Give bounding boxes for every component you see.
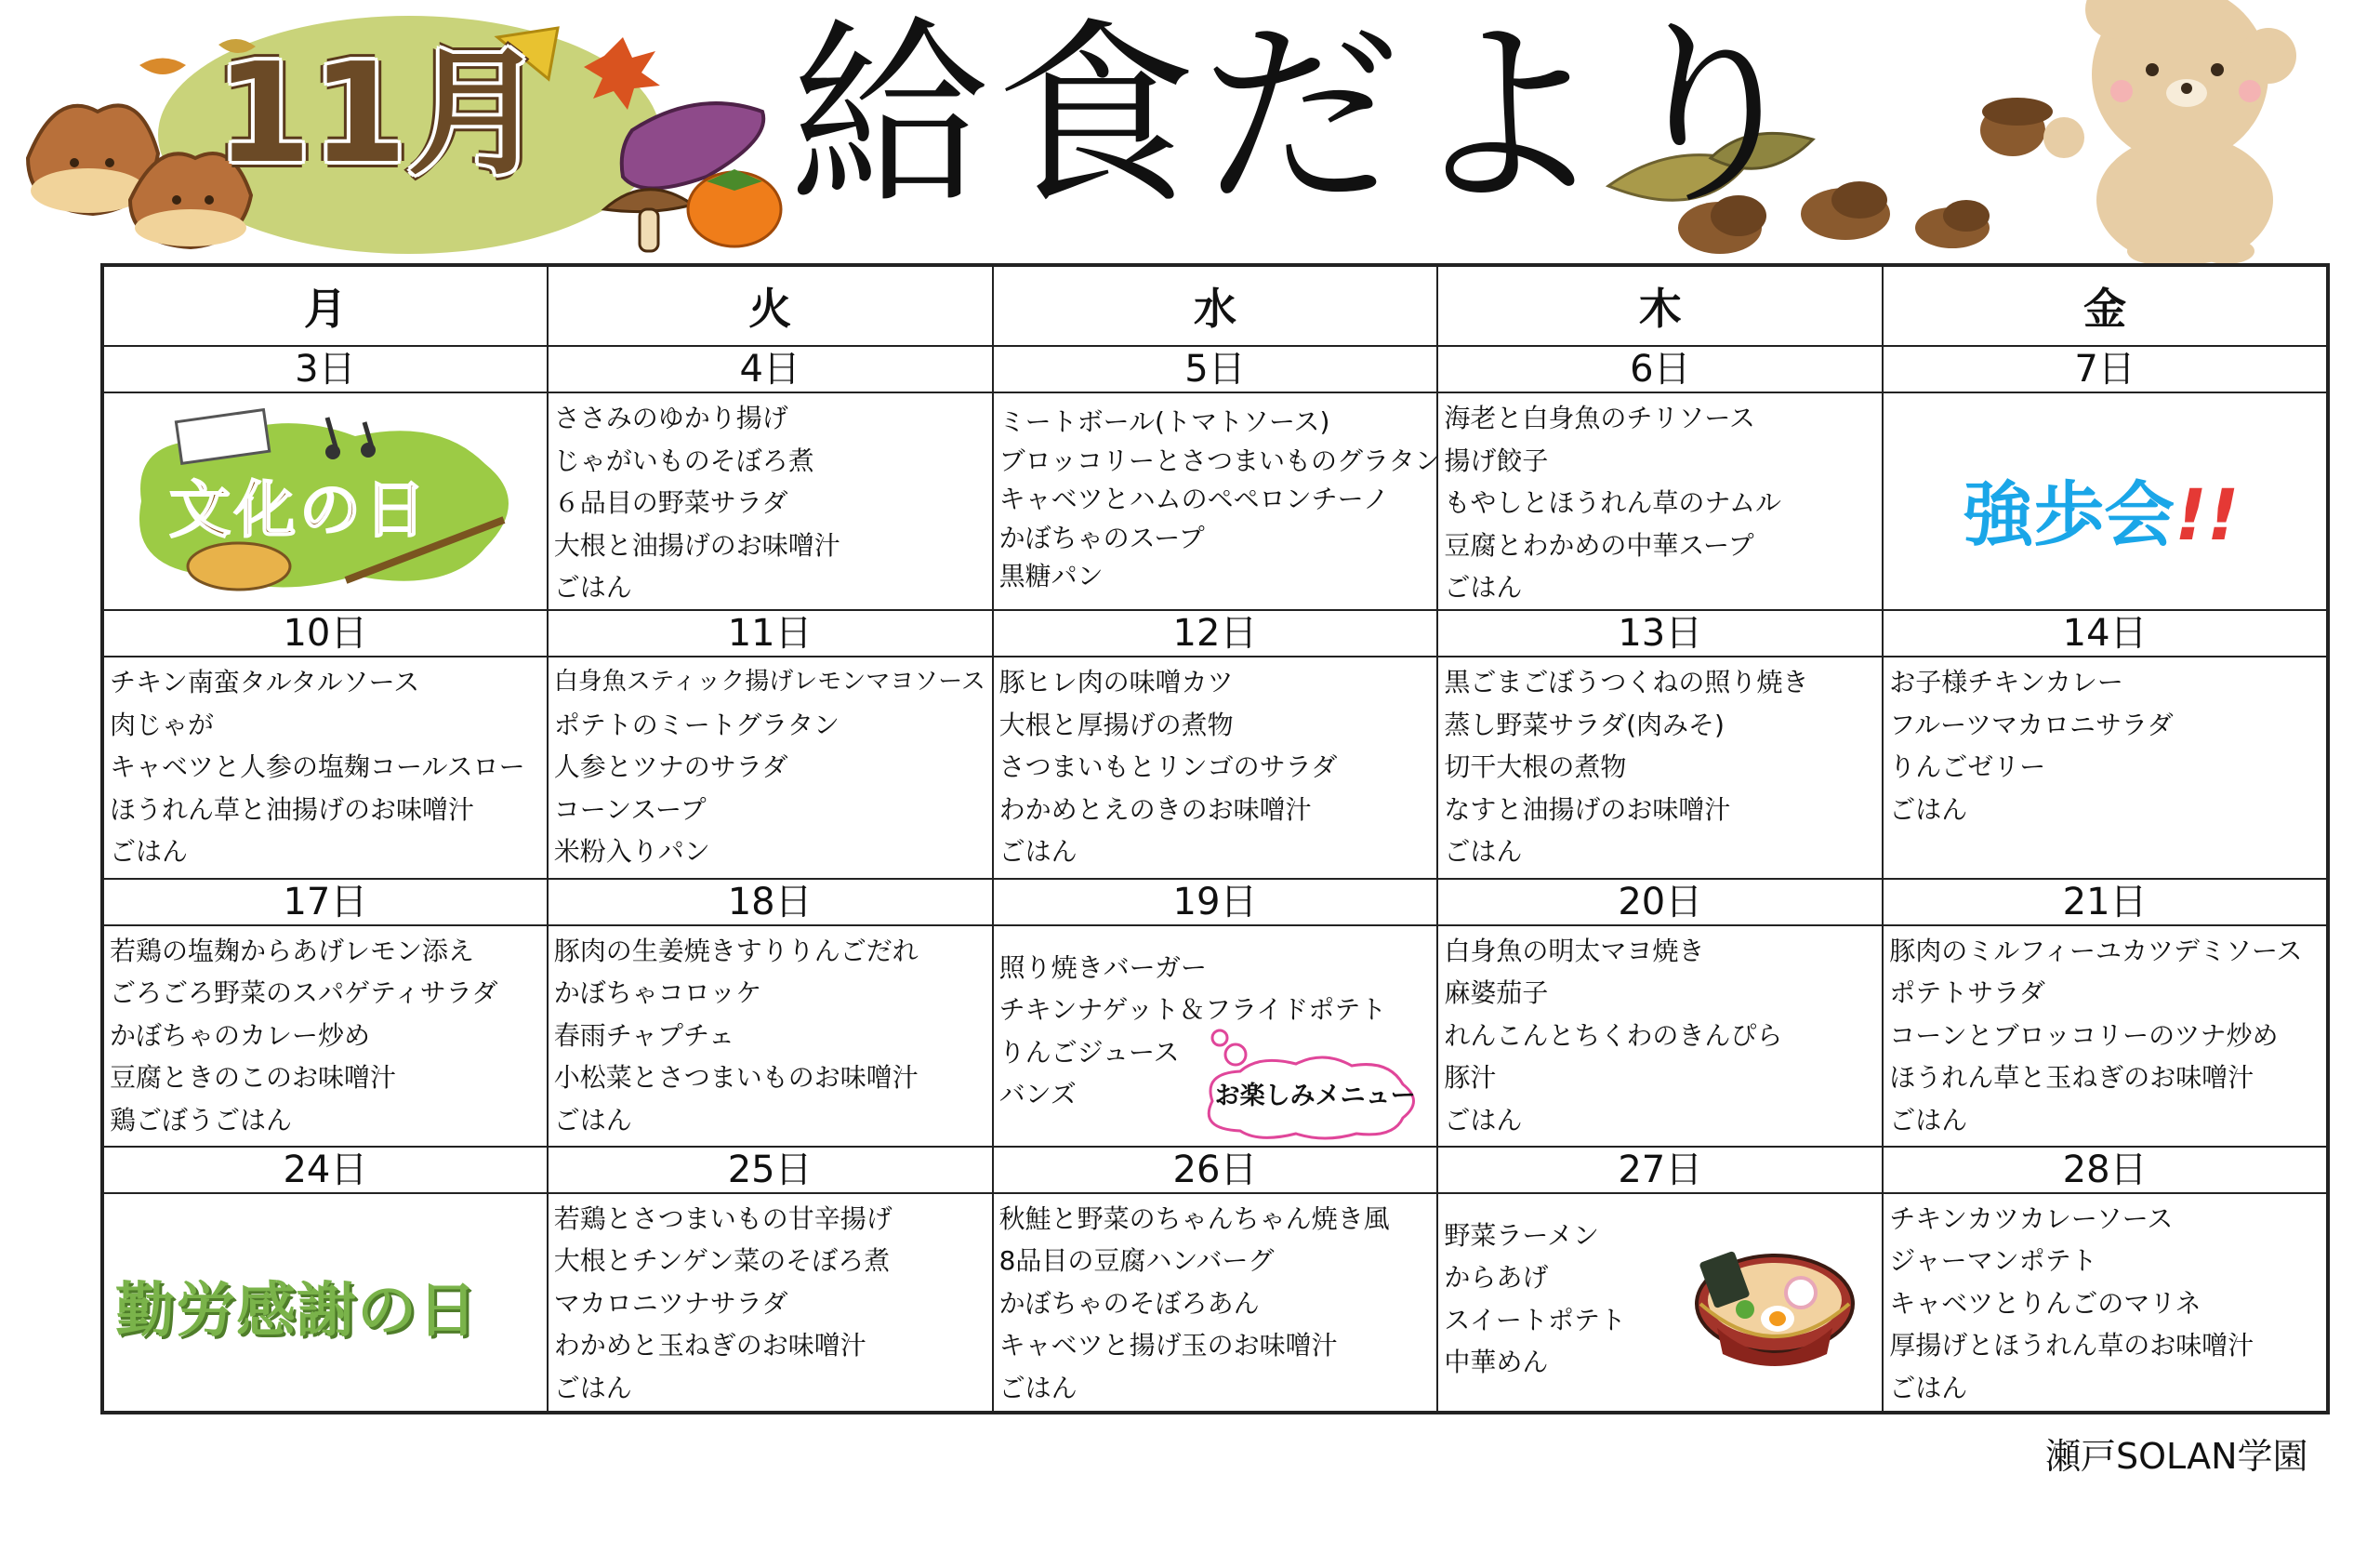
menu-item: れんこんとちくわのきんぴら <box>1444 1019 1783 1051</box>
date-cell: 27日 <box>1437 1147 1883 1193</box>
menu-item: ブロッコリーとさつまいものグラタン <box>998 445 1441 476</box>
menu-item: キャベツと揚げ玉のお味噌汁 <box>998 1330 1338 1361</box>
menu-item: 秋鮭と野菜のちゃんちゃん焼き風 <box>998 1202 1390 1234</box>
menu-item: ポテトサラダ <box>1889 977 2045 1009</box>
menu-item: ６品目の野菜サラダ <box>553 487 788 519</box>
date-cell: 12日 <box>993 610 1438 657</box>
date-cell: 7日 <box>1883 346 2328 392</box>
menu-item: 大根と油揚げのお味噌汁 <box>553 529 840 561</box>
menu-item: ごろごろ野菜のスパゲティサラダ <box>110 977 498 1009</box>
weekday-header: 金 <box>1883 265 2328 346</box>
exclamation-mark: !! <box>2175 473 2240 557</box>
lunch-calendar <box>100 263 2330 1414</box>
menu-cell <box>548 1193 993 1413</box>
menu-item: 米粉入りパン <box>553 836 710 868</box>
menu-item: りんごゼリー <box>1889 751 2046 783</box>
kyoho-kai-badge <box>1963 458 2239 560</box>
date-cell: 18日 <box>548 879 993 925</box>
date-cell: 10日 <box>102 610 548 657</box>
date-cell: 13日 <box>1437 610 1883 657</box>
date-cell: 26日 <box>993 1147 1438 1193</box>
menu-item: 小松菜とさつまいものお味噌汁 <box>553 1062 919 1094</box>
ramen-bowl-icon <box>1689 1239 1861 1378</box>
school-name: 瀬戸SOLAN学園 <box>2045 1436 2308 1477</box>
persimmon-icon <box>688 169 781 246</box>
menu-item: コーンスープ <box>553 793 707 825</box>
date-cell: 3日 <box>102 346 548 392</box>
menu-cell <box>548 392 993 610</box>
menu-item: スイートポテト <box>1444 1304 1626 1335</box>
menu-cell-kinro <box>102 1193 548 1413</box>
menu-item: 黒糖パン <box>998 561 1104 592</box>
menu-item: ほうれん草と玉ねぎのお味噌汁 <box>1889 1062 2254 1094</box>
menu-cell <box>1437 925 1883 1147</box>
menu-item: ごはん <box>110 836 189 868</box>
menu-item: ごはん <box>1889 1104 1968 1135</box>
menu-item: わかめと玉ねぎのお味噌汁 <box>553 1330 866 1361</box>
menu-item: フルーツマカロニサラダ <box>1889 709 2174 740</box>
leaf-icon <box>139 59 186 75</box>
menu-item: 豚肉のミルフィーユカツデミソース <box>1889 935 2303 966</box>
menu-item: りんごジュース <box>998 1036 1180 1068</box>
menu-item: ごはん <box>553 572 632 604</box>
menu-item: 豚肉の生姜焼きすりりんごだれ <box>553 935 919 966</box>
menu-item: 肉じゃが <box>110 709 215 740</box>
menu-item: ごはん <box>1889 1372 1968 1403</box>
menu-cell <box>548 657 993 878</box>
menu-cell <box>102 925 548 1147</box>
date-row <box>102 879 2328 925</box>
kyoho-kai-text: 強歩会 <box>1963 473 2175 557</box>
menu-item: 揚げ餃子 <box>1444 445 1549 476</box>
menu-cell <box>1437 392 1883 610</box>
menu-item: キャベツとハムのペペロンチーノ <box>998 484 1390 515</box>
menu-row <box>102 657 2328 878</box>
date-cell: 24日 <box>102 1147 548 1193</box>
menu-cell <box>993 1193 1438 1413</box>
menu-item: もやしとほうれん草のナムル <box>1444 487 1781 519</box>
menu-cell <box>548 925 993 1147</box>
menu-item: ごはん <box>553 1104 632 1135</box>
menu-cell-otanoshimi <box>993 925 1438 1147</box>
menu-item: マカロニツナサラダ <box>553 1287 788 1319</box>
menu-item: ごはん <box>1889 793 1968 825</box>
menu-item: かぼちゃのスープ <box>998 522 1205 553</box>
menu-item: かぼちゃコロッケ <box>553 977 762 1009</box>
menu-item: 豚ヒレ肉の味噌カツ <box>998 667 1234 698</box>
menu-item: からあげ <box>1444 1262 1549 1294</box>
date-row <box>102 346 2328 392</box>
menu-row <box>102 925 2328 1147</box>
menu-item: ごはん <box>1444 836 1523 868</box>
menu-item: ごはん <box>1444 1104 1523 1135</box>
date-cell: 21日 <box>1883 879 2328 925</box>
menu-item: ジャーマンポテト <box>1889 1245 2097 1277</box>
menu-item: わかめとえのきのお味噌汁 <box>998 793 1312 825</box>
menu-item: お子様チキンカレー <box>1889 667 2123 698</box>
mushroom-icon <box>604 190 693 251</box>
date-cell: 20日 <box>1437 879 1883 925</box>
menu-cell <box>1883 925 2328 1147</box>
acorn-icon <box>1915 200 1990 248</box>
date-cell: 6日 <box>1437 346 1883 392</box>
header <box>0 0 2380 265</box>
menu-cell-bunka <box>102 392 548 610</box>
menu-item: かぼちゃのカレー炒め <box>110 1019 371 1051</box>
menu-item: チキンナゲット＆フライドポテト <box>998 994 1387 1026</box>
menu-item: ごはん <box>998 836 1078 868</box>
menu-item: 大根とチンゲン菜のそぼろ煮 <box>553 1245 891 1277</box>
menu-item: ごはん <box>998 1372 1078 1403</box>
date-row <box>102 1147 2328 1193</box>
date-cell: 4日 <box>548 346 993 392</box>
menu-cell <box>1883 657 2328 878</box>
menu-item: 若鶏の塩麹からあげレモン添え <box>110 935 475 966</box>
menu-item: チキンカツカレーソース <box>1889 1202 2174 1234</box>
date-row <box>102 610 2328 657</box>
menu-item: 切干大根の煮物 <box>1444 751 1627 783</box>
date-cell: 14日 <box>1883 610 2328 657</box>
weekday-header: 月 <box>102 265 548 346</box>
menu-item: 若鶏とさつまいもの甘辛揚げ <box>553 1202 892 1234</box>
weekday-header: 火 <box>548 265 993 346</box>
page-title: 給食だより <box>790 0 1818 232</box>
menu-cell <box>993 657 1438 878</box>
menu-row <box>102 1193 2328 1413</box>
menu-item: かぼちゃのそぼろあん <box>998 1287 1260 1319</box>
menu-cell-kyoho <box>1883 392 2328 610</box>
weekday-header: 水 <box>993 265 1438 346</box>
date-cell: 11日 <box>548 610 993 657</box>
menu-cell <box>1437 657 1883 878</box>
menu-item: ほうれん草と油揚げのお味噌汁 <box>110 793 475 825</box>
menu-item: 春雨チャプチェ <box>553 1019 735 1051</box>
menu-cell <box>993 392 1441 610</box>
acorn-icon <box>1980 98 2053 156</box>
menu-item: 麻婆茄子 <box>1444 977 1549 1009</box>
menu-item: 照り焼きバーガー <box>998 951 1208 983</box>
menu-cell <box>102 657 548 878</box>
menu-item: 人参とツナのサラダ <box>553 751 788 783</box>
menu-item: コーンとブロッコリーのツナ炒め <box>1889 1019 2279 1051</box>
date-cell: 17日 <box>102 879 548 925</box>
menu-item: ささみのゆかり揚げ <box>553 403 788 434</box>
menu-item: なすと油揚げのお味噌汁 <box>1444 793 1731 825</box>
menu-item: 海老と白身魚のチリソース <box>1444 403 1755 434</box>
menu-item: 豚汁 <box>1444 1062 1497 1094</box>
menu-cell <box>1883 1193 2328 1413</box>
menu-item: 大根と厚揚げの煮物 <box>998 709 1234 740</box>
menu-cell <box>1437 1193 1883 1413</box>
menu-item: 中華めん <box>1444 1347 1549 1378</box>
menu-item: 8品目の豆腐ハンバーグ <box>998 1245 1275 1277</box>
date-cell: 28日 <box>1883 1147 2328 1193</box>
menu-item: さつまいもとリンゴのサラダ <box>998 751 1338 783</box>
menu-item: ミートボール(トマトソース) <box>998 406 1330 438</box>
menu-item: ごはん <box>553 1372 632 1403</box>
date-cell: 19日 <box>993 879 1438 925</box>
menu-item: ポテトのミートグラタン <box>553 709 840 740</box>
otanoshimi-menu-label: お楽しみメニュー <box>1214 1081 1416 1110</box>
menu-item: チキン南蛮タルタルソース <box>110 667 420 698</box>
date-cell: 5日 <box>993 346 1438 392</box>
menu-item: 鶏ごぼうごはん <box>110 1104 293 1135</box>
menu-item: 蒸し野菜サラダ(肉みそ) <box>1444 709 1725 740</box>
bear-icon <box>2043 0 2296 265</box>
menu-item: キャベツと人参の塩麹コールスロー <box>110 751 525 783</box>
menu-item: 野菜ラーメン <box>1444 1219 1599 1251</box>
weekday-header-row <box>102 265 2328 346</box>
menu-item: じゃがいものそぼろ煮 <box>553 445 814 476</box>
menu-item: 白身魚スティック揚げレモンマヨソース <box>553 668 985 697</box>
menu-item: 豆腐ときのこのお味噌汁 <box>110 1062 397 1094</box>
weekday-header: 木 <box>1437 265 1883 346</box>
bunka-no-hi-text: 文化の日 <box>169 474 430 547</box>
menu-item: 白身魚の明太マヨ焼き <box>1444 935 1705 966</box>
kinro-kansha-no-hi-text: 勤労感謝の日 <box>115 1276 478 1346</box>
menu-item: 豆腐とわかめの中華スープ <box>1444 529 1754 561</box>
menu-item: ごはん <box>1444 572 1523 604</box>
menu-item: キャベツとりんごのマリネ <box>1889 1287 2202 1319</box>
menu-item: バンズ <box>998 1079 1077 1110</box>
month-label: 11月 <box>216 33 545 193</box>
date-cell: 25日 <box>548 1147 993 1193</box>
menu-item: 黒ごまごぼうつくねの照り焼き <box>1444 667 1809 698</box>
menu-row <box>102 392 2328 610</box>
menu-item: 厚揚げとほうれん草のお味噌汁 <box>1889 1330 2254 1361</box>
